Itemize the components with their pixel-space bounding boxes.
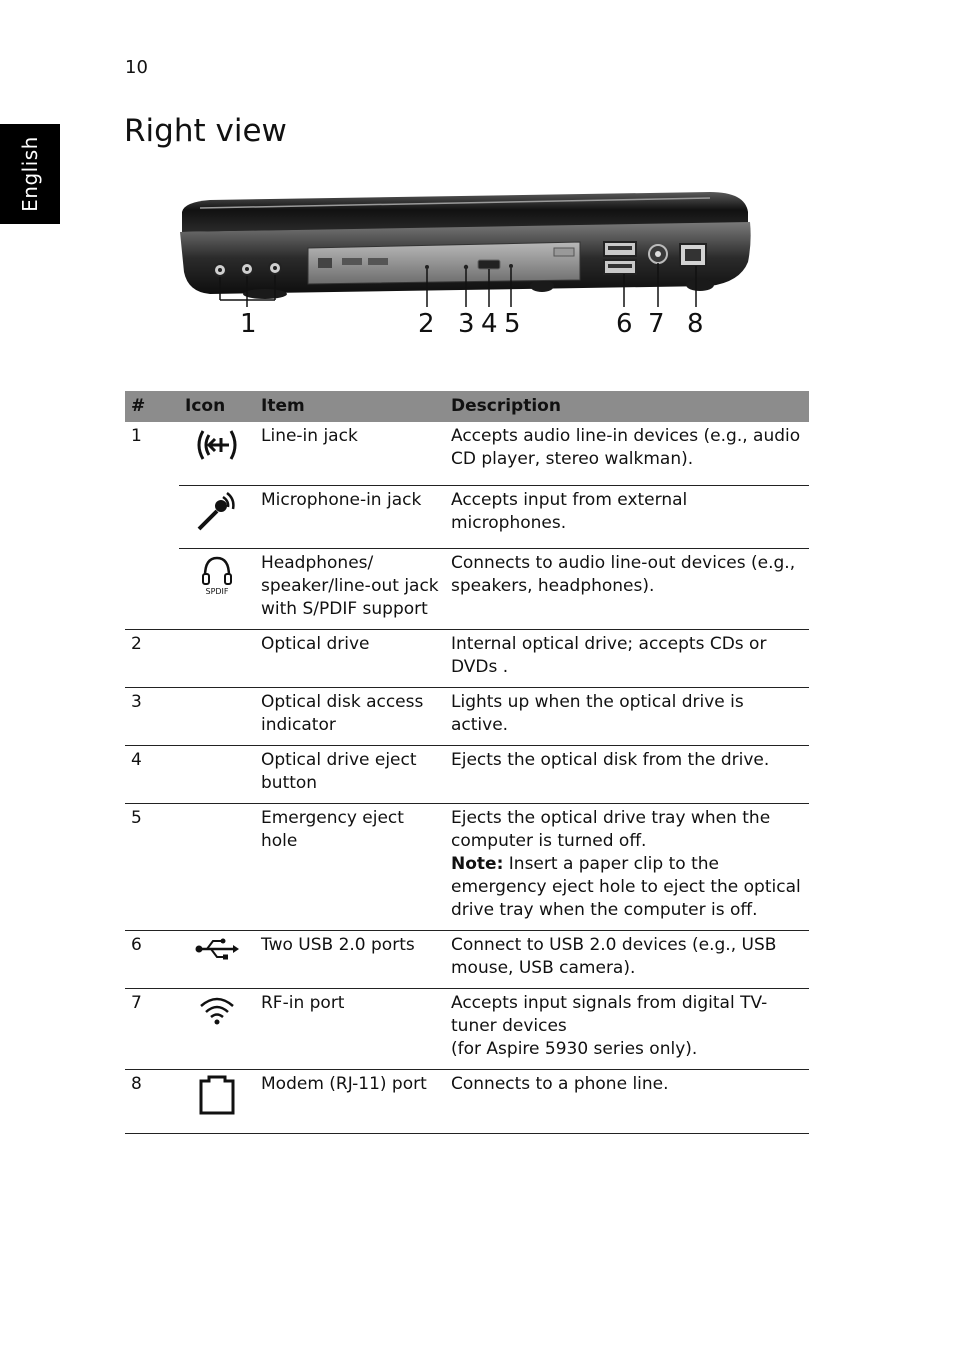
row-description: Lights up when the optical drive is active.: [445, 687, 809, 745]
callout-6: 6: [616, 309, 633, 339]
line-in-icon: [179, 422, 255, 485]
modem-port: [680, 244, 706, 266]
language-tab-label: English: [18, 136, 42, 212]
usb-icon: [193, 934, 241, 964]
row-description: Connects to audio line-out devices (e.g., speakers, headphones).: [445, 548, 809, 629]
header-description: Description: [445, 391, 809, 422]
row-description: [445, 803, 809, 930]
table-row: [125, 422, 809, 485]
row-item: Optical drive eject button: [255, 745, 445, 803]
row-icon-empty: [179, 803, 255, 930]
row-description: Accepts audio line-in devices (e.g., audio CD player, stereo walkman).: [451, 426, 801, 469]
table-row: [125, 745, 809, 803]
row-number: 8: [125, 1069, 179, 1133]
row-description-text: Accepts input signals from digital TV-tuner devices: [451, 992, 768, 1036]
callout-3: 3: [458, 309, 475, 339]
usb-icon: [179, 930, 255, 988]
row-description: [445, 988, 809, 1069]
row-description: Connect to USB 2.0 devices (e.g., USB mouse, USB camera).: [445, 930, 809, 988]
row-description: Accepts input from external microphones.: [445, 485, 809, 548]
table-row: [125, 629, 809, 687]
header-item: Item: [255, 391, 445, 422]
header-icon: Icon: [179, 391, 255, 422]
row-number: 4: [125, 745, 179, 803]
ports-table: [125, 391, 809, 1134]
row-number: [125, 548, 179, 629]
table-row: [125, 548, 809, 629]
headphones-spdif-icon: [193, 552, 241, 596]
note-label: Note:: [451, 853, 504, 874]
optical-drive: [308, 242, 580, 284]
row-icon-empty: [179, 687, 255, 745]
header-number: #: [125, 391, 179, 422]
language-tab: [0, 124, 60, 224]
rf-in-icon: [193, 992, 241, 1028]
callout-4: 4: [481, 309, 498, 339]
table-row: [125, 930, 809, 988]
note-text: Insert a paper clip to the emergency eject hole to eject the optical drive tray when the computer is off.: [451, 853, 801, 920]
callout-5: 5: [504, 309, 521, 339]
line-in-icon: [193, 425, 241, 465]
table-row: [125, 485, 809, 548]
svg-text:SPDIF: SPDIF: [205, 586, 229, 596]
row-item: Optical drive: [255, 629, 445, 687]
row-item: Two USB 2.0 ports: [255, 930, 445, 988]
callout-1: 1: [240, 309, 257, 339]
row-number: [125, 485, 179, 548]
row-description: Internal optical drive; accepts CDs or DVDs .: [445, 629, 809, 687]
rf-in-port: [649, 245, 667, 263]
modem-icon: [179, 1069, 255, 1133]
headphones-spdif-icon: [179, 548, 255, 629]
row-item: Optical disk access indicator: [255, 687, 445, 745]
callout-7: 7: [648, 309, 665, 339]
row-number: 2: [125, 629, 179, 687]
row-description-text: Ejects the optical drive tray when the computer is turned off.: [451, 807, 771, 851]
modem-icon: [193, 1073, 241, 1117]
row-number: 5: [125, 803, 179, 930]
microphone-icon: [179, 485, 255, 548]
callout-8: 8: [687, 309, 704, 339]
laptop-right-view-figure: [170, 182, 770, 342]
row-icon-empty: [179, 745, 255, 803]
row-description: Connects to a phone line.: [445, 1069, 809, 1133]
row-icon-empty: [179, 629, 255, 687]
row-item: RF-in port: [255, 988, 445, 1069]
row-item: Microphone-in jack: [255, 485, 445, 548]
table-row: [125, 988, 809, 1069]
table-header-row: [125, 391, 809, 422]
row-number: 7: [125, 988, 179, 1069]
row-item: Line-in jack: [261, 426, 358, 446]
microphone-icon: [193, 489, 241, 533]
page-title: Right view: [124, 113, 287, 149]
page-number: 10: [125, 57, 148, 78]
table-row: [125, 687, 809, 745]
note: [451, 853, 803, 922]
rf-in-icon: [179, 988, 255, 1069]
row-item: Emergency eject hole: [255, 803, 445, 930]
row-number: 1: [131, 426, 142, 446]
row-description: Ejects the optical disk from the drive.: [445, 745, 809, 803]
table-row: [125, 803, 809, 930]
row-item: Headphones/ speaker/line-out jack with S/PDIF support: [255, 548, 445, 629]
row-number: 3: [125, 687, 179, 745]
row-number: 6: [125, 930, 179, 988]
laptop-illustration: [170, 182, 770, 342]
row-description-extra: (for Aspire 5930 series only).: [451, 1038, 698, 1059]
row-item: Modem (RJ-11) port: [255, 1069, 445, 1133]
callout-2: 2: [418, 309, 435, 339]
table-row: [125, 1069, 809, 1133]
